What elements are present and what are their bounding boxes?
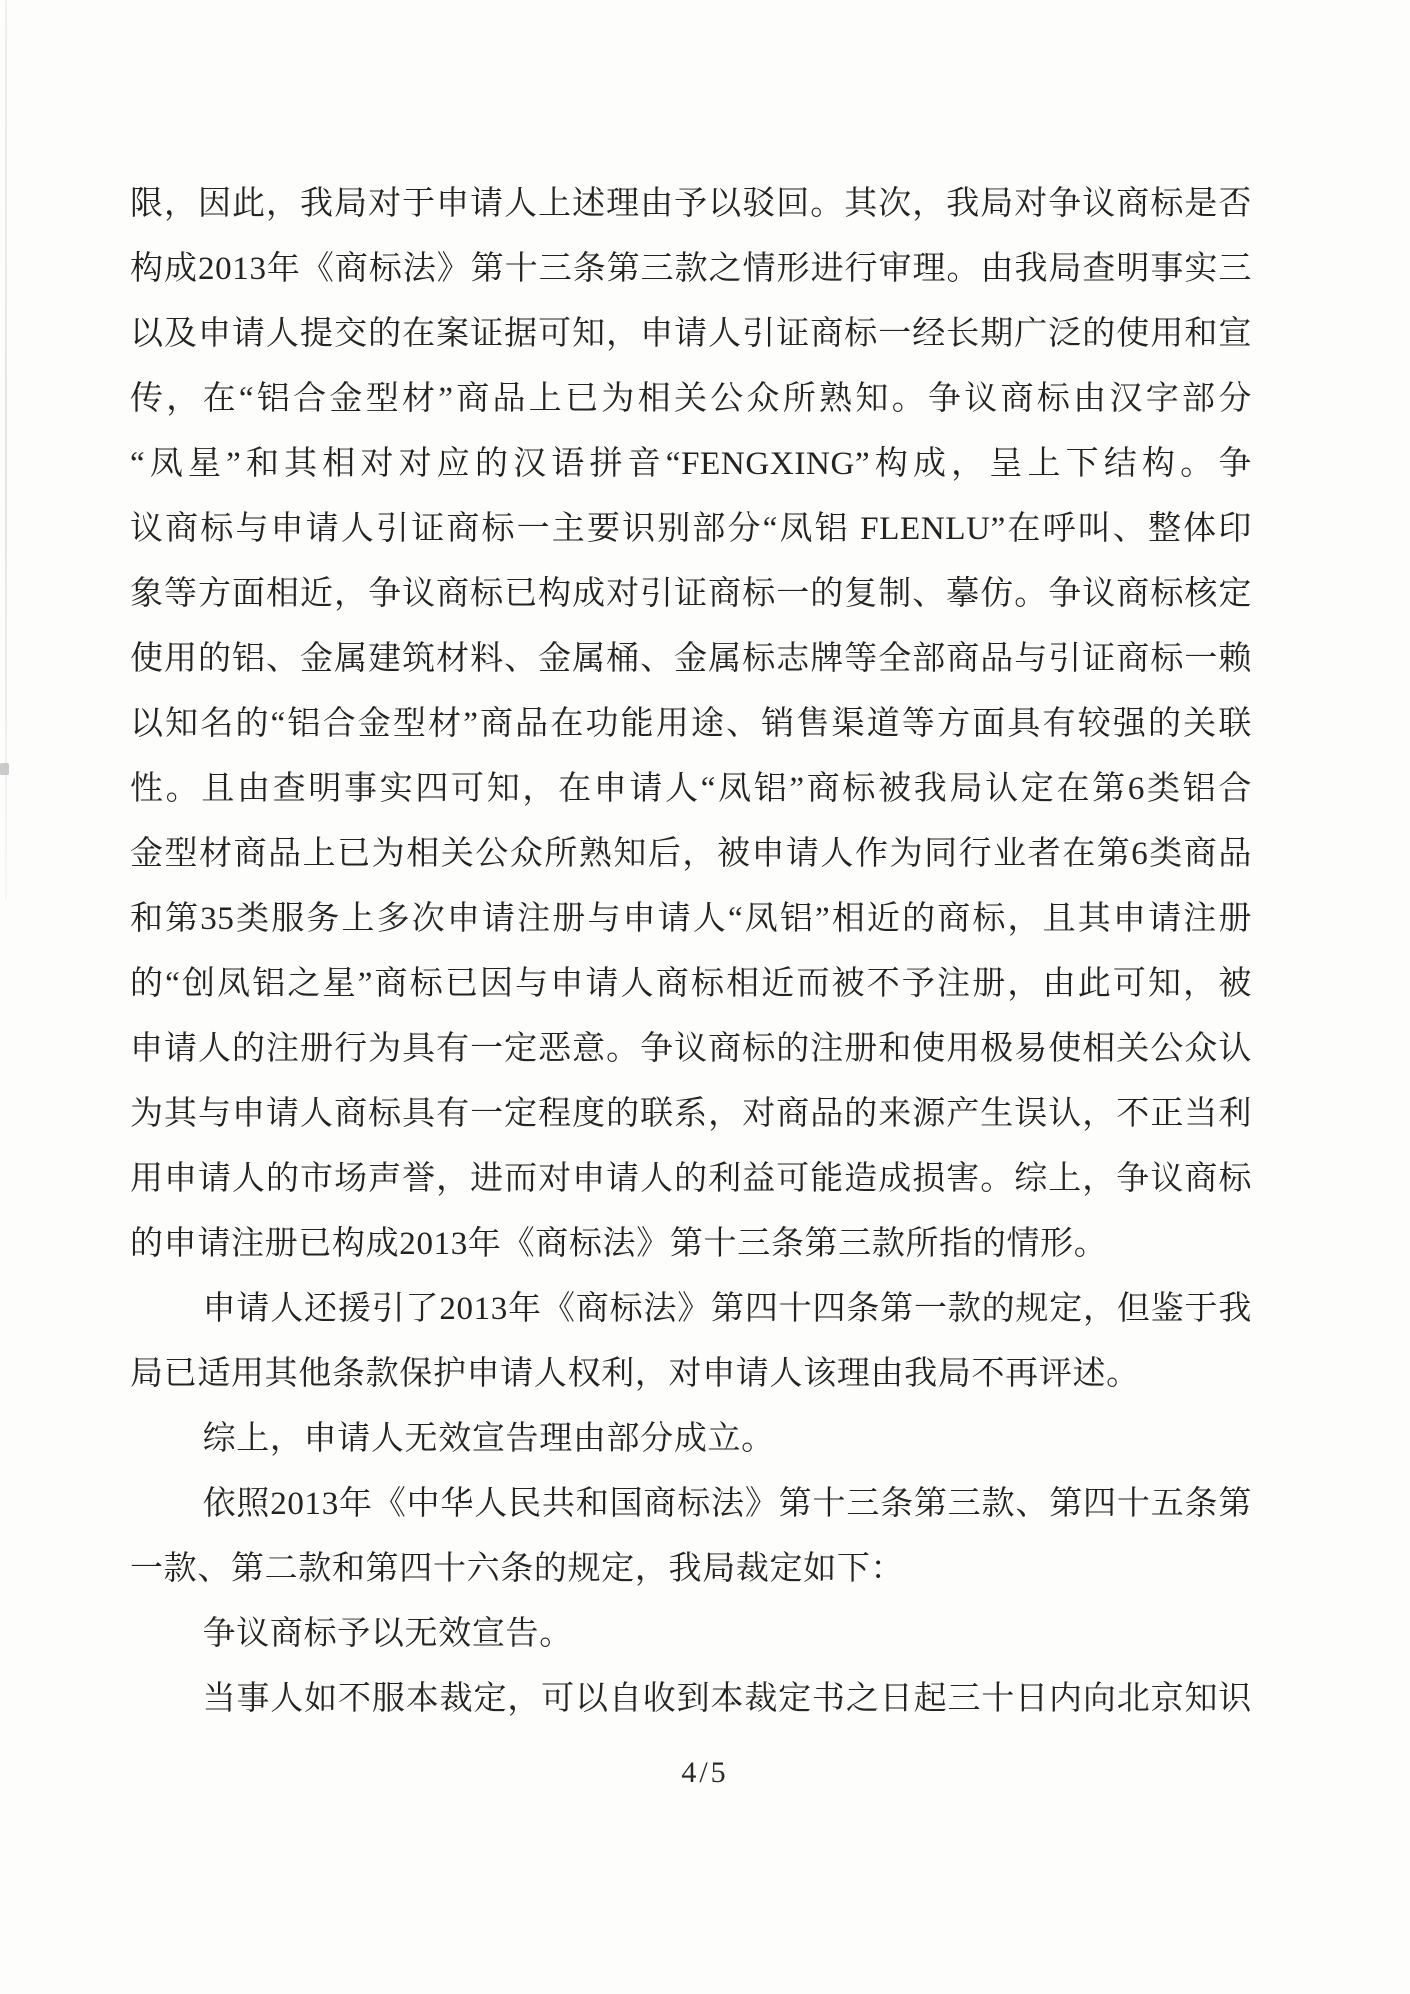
text-line: 的申请注册已构成2013年《商标法》第十三条第三款所指的情形。 xyxy=(130,1226,1108,1262)
text-line: 以及申请人提交的在案证据可知，申请人引证商标一经长期广泛的使用和宣 xyxy=(130,316,1252,352)
text-line: 限，因此，我局对于申请人上述理由予以驳回。其次，我局对争议商标是否 xyxy=(130,186,1252,222)
scan-speck-artifact xyxy=(0,763,9,775)
text-line: 传，在“铝合金型材”商品上已为相关公众所熟知。争议商标由汉字部分 xyxy=(130,381,1252,417)
text-line: 依照2013年《中华人民共和国商标法》第十三条第三款、第四十五条第 xyxy=(202,1486,1252,1522)
text-line: 争议商标予以无效宣告。 xyxy=(202,1616,573,1652)
text-line: “凤星”和其相对对应的汉语拼音“FENGXING”构成，呈上下结构。争 xyxy=(130,446,1252,482)
text-line: 综上，申请人无效宣告理由部分成立。 xyxy=(202,1421,775,1457)
text-line: 用申请人的市场声誉，进而对申请人的利益可能造成损害。综上，争议商标 xyxy=(130,1161,1252,1197)
text-line: 金型材商品上已为相关公众所熟知后，被申请人作为同行业者在第6类商品 xyxy=(130,836,1252,872)
text-line: 申请人还援引了2013年《商标法》第四十四条第一款的规定，但鉴于我 xyxy=(202,1291,1252,1327)
text-line: 象等方面相近，争议商标已构成对引证商标一的复制、摹仿。争议商标核定 xyxy=(130,576,1252,612)
text-line: 的“创凤铝之星”商标已因与申请人商标相近而被不予注册，由此可知，被 xyxy=(130,966,1252,1002)
text-line: 性。且由查明事实四可知，在申请人“凤铝”商标被我局认定在第6类铝合 xyxy=(130,771,1252,807)
document-body-text xyxy=(130,172,1252,1732)
text-line: 构成2013年《商标法》第十三条第三款之情形进行审理。由我局查明事实三 xyxy=(130,251,1252,287)
text-line: 当事人如不服本裁定，可以自收到本裁定书之日起三十日内向北京知识 xyxy=(202,1681,1252,1717)
text-line: 一款、第二款和第四十六条的规定，我局裁定如下： xyxy=(130,1551,905,1587)
text-line: 以知名的“铝合金型材”商品在功能用途、销售渠道等方面具有较强的关联 xyxy=(130,706,1252,742)
text-line: 使用的铝、金属建筑材料、金属桶、金属标志牌等全部商品与引证商标一赖 xyxy=(130,641,1252,677)
text-line: 为其与申请人商标具有一定程度的联系，对商品的来源产生误认，不正当利 xyxy=(130,1096,1252,1132)
page-number: 4/5 xyxy=(681,1756,729,1789)
text-line: 和第35类服务上多次申请注册与申请人“凤铝”相近的商标，且其申请注册 xyxy=(130,901,1252,937)
text-line: 申请人的注册行为具有一定恶意。争议商标的注册和使用极易使相关公众认 xyxy=(130,1031,1252,1067)
text-line: 局已适用其他条款保护申请人权利，对申请人该理由我局不再评述。 xyxy=(130,1356,1140,1392)
text-line: 议商标与申请人引证商标一主要识别部分“凤铝 FLENLU”在呼叫、整体印 xyxy=(130,511,1252,547)
